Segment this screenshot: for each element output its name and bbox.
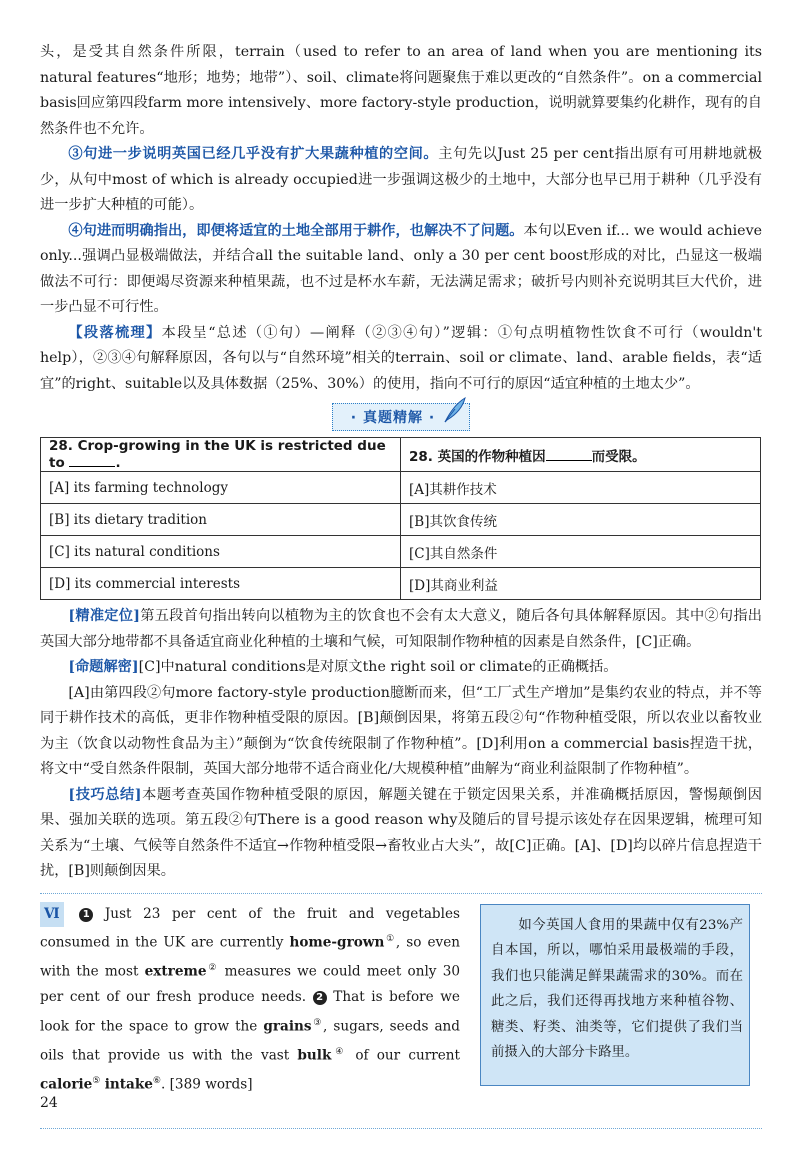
- skill-summary: [技巧总结]本题考查英国作物种植受限的原因，解题关键在于锁定因果关系，并准确概括原因，警惕颠倒因果、强加关联的选项。第五段②句There is a good reason why及随后的冒号提示该处存在因果逻辑，梳理可知关系为“土壤、气候等自然条件不适宜→作物种植受限→畜牧业占大头”，故[C]正确。[A]、[D]均以碎片信息捏造干扰，[B]则颠倒因果。: [40, 786, 762, 879]
- question-decoding-label: [命题解密]: [68, 659, 139, 675]
- option-en: [D] its commercial interests: [41, 568, 401, 600]
- paragraph-summary-label: 【段落梳理】: [68, 324, 162, 341]
- sentence-4-heading: ④句进而明确指出，即便将适宜的土地全部用于耕作，也解决不了问题。: [68, 222, 524, 239]
- vocab-calorie: calorie: [40, 1076, 93, 1093]
- vocab-extreme: extreme: [144, 963, 207, 980]
- translation-box: 如今英国人食用的果蔬中仅有23%产自本国，所以，哪怕采用最极端的手段，我们也只能满足鲜果蔬需求的30%。而在此之后，我们还得再找地方来种植谷物、糖类、籽类、油类等，它们提供了我们当前摄入的大部分卡路里。: [480, 904, 750, 1086]
- question-stem-en: 28. Crop-growing in the UK is restricted due to .: [41, 438, 401, 472]
- sentence-marker-1: 1: [79, 908, 93, 922]
- option-row-d: [41, 568, 761, 600]
- sentence-3-heading: ③句进一步说明英国已经几乎没有扩大果蔬种植的空间。: [68, 146, 439, 162]
- section-banner: · 真题精解 ·: [332, 403, 470, 431]
- question-table: [40, 437, 761, 600]
- option-zh: [B]其饮食传统: [401, 504, 761, 536]
- answer-blank: [69, 454, 115, 467]
- question-stem-row: [41, 438, 761, 472]
- option-en: [B] its dietary tradition: [41, 504, 401, 536]
- paragraph-six-section: [40, 894, 762, 1128]
- paragraph-number-badge: Ⅵ: [40, 902, 64, 928]
- option-zh: [D]其商业利益: [401, 568, 761, 600]
- analysis-para-continued: 头，是受其自然条件所限，terrain（used to refer to an area of land when you are mentioning its natural features“地形；地势；地带”）、soil、climate将问题聚焦于难以更改的“自然条件”。on a commercial basis回应第四段farm more intensively、more factory-style production，说明就算要集约化耕作，现有的自然条件也不允许。: [40, 44, 762, 137]
- paragraph-six-english: Ⅵ 1 Just 23 per cent of the fruit and vegetables consumed in the UK are currently home-grown①, so even with the most extreme② measures we could meet only 30 per cent of our fresh produce needs. 2 That is before we look for the space to grow the grains③, sugars, seeds and oils that provide us with the vast bulk④ of our current calorie⑤ intake⑥. [389 words]: [40, 902, 460, 1098]
- distractor-analysis: [A]由第四段②句more factory-style production臆断而来，但“工厂式生产增加”是集约农业的特点，并不等同于耕作技术的高低，更非作物种植受限的原因。[B]颠倒因果，将第五段②句“作物种植受限，所以农业以畜牧业为主（饮食以动物性食品为主）”颠倒为“饮食传统限制了作物种植”。[D]利用on a commercial basis捏造干扰，将文中“受自然条件限制，英国大部分地带不适合商业化/大规模种植”曲解为“商业利益限制了作物种植”。: [40, 684, 762, 777]
- option-row-b: [41, 504, 761, 536]
- option-row-a: [41, 472, 761, 504]
- precise-location-label: [精准定位]: [68, 608, 140, 624]
- option-en: [A] its farming technology: [41, 472, 401, 504]
- answer-blank: [546, 448, 592, 461]
- page-number: 24: [40, 1095, 58, 1111]
- vocab-home-grown: home-grown: [289, 934, 385, 951]
- analysis-para-sentence-3: ③句进一步说明英国已经几乎没有扩大果蔬种植的空间。主句先以Just 25 per cent指出原有可用耕地就极少，从句中most of which is already occupied进一步强调这极少的土地中，大部分也早已用于耕种（几乎没有进一步扩大种植的可能）。: [40, 146, 762, 213]
- vocab-grains: grains: [263, 1018, 312, 1035]
- divider-bottom: [40, 1128, 762, 1129]
- skill-summary-label: [技巧总结]: [68, 786, 142, 803]
- precise-location: [精准定位]第五段首句指出转向以植物为主的饮食也不会有太大意义，随后各句具体解释原因。其中②句指出英国大部分地带都不具备适宜商业化种植的土壤和气候，可知限制作物种植的因素是自然条件，[C]正确。: [40, 608, 762, 650]
- option-zh: [C]其自然条件: [401, 536, 761, 568]
- question-stem-zh: 28. 英国的作物种植因 而受限。: [401, 438, 761, 472]
- vocab-bulk: bulk: [297, 1047, 332, 1064]
- option-row-c: [41, 536, 761, 568]
- option-zh: [A]其耕作技术: [401, 472, 761, 504]
- question-decoding: [命题解密][C]中natural conditions是对原文the right soil or climate的正确概括。: [68, 659, 618, 675]
- vocab-intake: intake: [104, 1076, 153, 1093]
- analysis-para-sentence-4: ④句进而明确指出，即便将适宜的土地全部用于耕作，也解决不了问题。本句以Even if... we would achieve only...强调凸显极端做法，并结合all the suitable land、only a 30 per cent boost形成的对比，凸显这一极端做法不可行：即便竭尽资源来种植果蔬，也不过是杯水车薪，无法满足需求；破折号内则补充说明其巨大代价，进一步凸显不可行性。: [40, 222, 762, 315]
- paragraph-summary: 【段落梳理】本段呈“总述（①句）—阐释（②③④句）”逻辑：①句点明植物性饮食不可行（wouldn't help），②③④句解释原因，各句以与“自然环境”相关的terrain、soil or climate、land、arable fields，表“适宜”的right、suitable以及具体数据（25%、30%）的使用，指向不可行的原因“适宜种植的土地太少”。: [40, 324, 762, 392]
- sentence-marker-2: 2: [313, 991, 327, 1005]
- quill-pen-icon: [441, 396, 467, 424]
- page-content: [40, 40, 762, 1129]
- section-banner-wrap: [40, 403, 762, 431]
- option-en: [C] its natural conditions: [41, 536, 401, 568]
